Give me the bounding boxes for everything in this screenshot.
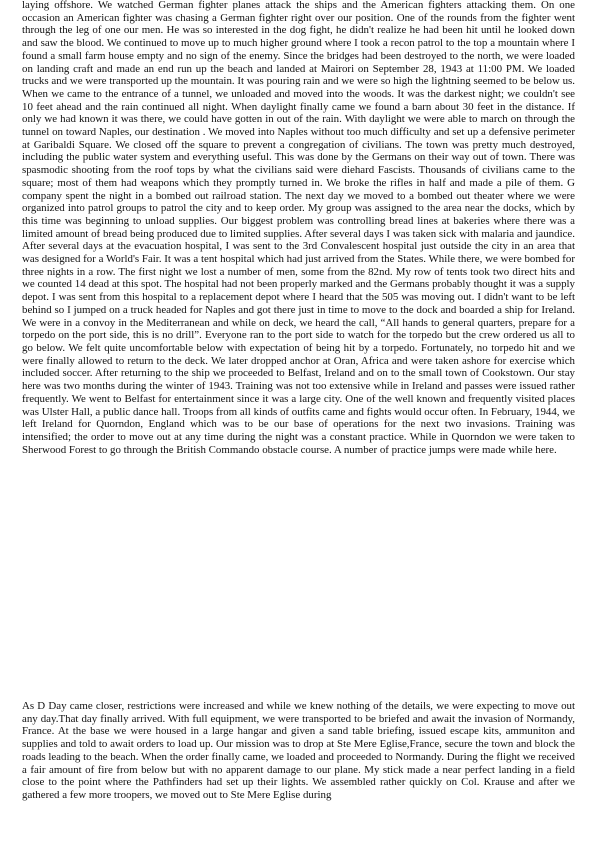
paragraph-narrative-d-day: As D Day came closer, restrictions were increased and while we knew nothing of the details, we were expecting to move out any day.That day finally arrived. With full equipment, we were transported to be briefed and await the invasion of Normandy, France. At the base we were housed in a large hangar and given a sand table briefing, issued escape kits, ammuniton and supplies and told to await orders to load up. Our mission was to drop at Ste Mere Eglise,France, secure the town and block the roads leading to the beach. When the order finally came, we loaded and proceeded to Normandy. During the flight we received a fair amount of fire from below but with no apparent damage to our plane. My stick made a near perfect landing in a field close to the point where the Pathfinders had set up their lights. We assembled rather quickly on Col. Krause and after we gathered a few more troopers, we moved out to Ste Mere Eglise during xyxy=(22,700,575,801)
paragraph-narrative-italy-ireland-england: laying offshore. We watched German fighter planes attack the ships and the American fighters attacking them. On one occasion an American fighter was chasing a German fighter right over our position. One of the rounds from the fighter went through the leg of one our men. He was so interested in the dog fight, he didn't realize he had been hit until he looked down and saw the blood. We continued to move up to much higher ground where I took a recon patrol to the top a mountain where I found a small farm house empty and no sign of the enemy. Since the bridges had been destroyed to the north, we were loaded on landing craft and made an end run up the beach and landed at Mairori on September 28, 1943 at 11:00 PM. We loaded trucks and we were transported up the mountain. It was pouring rain and we were so high the lightning seemed to be below us. When we came to the entrance of a tunnel, we unloaded and moved into the woods. It was the darkest night; we couldn't see 10 feet ahead and the rain continued all night. When daylight finally came we found a barn about 30 feet in the distance. If only we had known it was there, we could have gotten in out of the rain. With daylight we were able to march on through the tunnel on toward Naples, our destination . We moved into Naples without too much difficulty and set up a defensive perimeter at Garibaldi Square. We closed off the square to prevent a congregation of civilians. The town was pretty much destroyed, including the public water system and everything useful. This was done by the Germans on their way out of town. There was spasmodic shooting from the roof tops by what the civilians said were diehard Fascists. Thousands of civilians came to the square; most of them had weapons which they promptly turned in. We broke the rifles in half and made a pile of them. G company spent the night in a bombed out railroad station. The next day we moved to a bombed out theater where we were organized into patrol groups to patrol the city and to keep order. My group was assigned to the area near the docks, which by this time was beginning to unload supplies. Our biggest problem was controlling bread lines at bakeries where there was a limited amount of bread being produced due to limited supplies. After several days I was taken sick with malaria and jaundice. After several days at the evacuation hospital, I was sent to the 3rd Convalescent hospital just outside the city in an area that was designed for a World's Fair. It was a tent hospital which had just arrived from the States. While there, we were bombed for three nights in a row. The first night we lost a number of men, some from the 82nd. My row of tents took two direct hits and we counted 14 dead at this spot. The hospital had not been properly marked and the Germans probably thought it was a supply depot. I was sent from this hospital to a replacement depot where I heard that the 505 was moving out. I didn't want to be left behind so I jumped on a truck headed for Naples and got there just in time to move to the dock and boarded a ship for Ireland. We were in a convoy in the Mediterranean and while on deck, we heard the call, “All hands to general quarters, prepare for a torpedo on the port side, this is no drill”. Everyone ran to the port side to watch for the torpedo but the crew ordered us all to go below. We felt quite uncomfortable below with expectation of being hit by a torpedo. Fortunately, no torpedo hit and we were finally allowed to return to the deck. We later dropped anchor at Oran, Africa and were taken ashore for exercise which included soccer. After returning to the ship we proceeded to Belfast, Ireland and on to the small town of Cookstown. Our stay here was two months during the winter of 1943. Training was not too extensive while in Ireland and passes were issued rather frequently. We went to Belfast for entertainment since it was a large city. One of the well known and frequently visited places was Ulster Hall, a public dance hall. Troops from all kinds of outfits came and fights would occur often. In February, 1944, we left Ireland for Quorndon, England which was to be our base of operations for the next two invasions. Training was intensified; the order to move out at any time during the night was a constant practice. While in Quorndon we were taken to Sherwood Forest to go through the British Commando obstacle course. A number of practice jumps were made while here. xyxy=(22,0,575,456)
